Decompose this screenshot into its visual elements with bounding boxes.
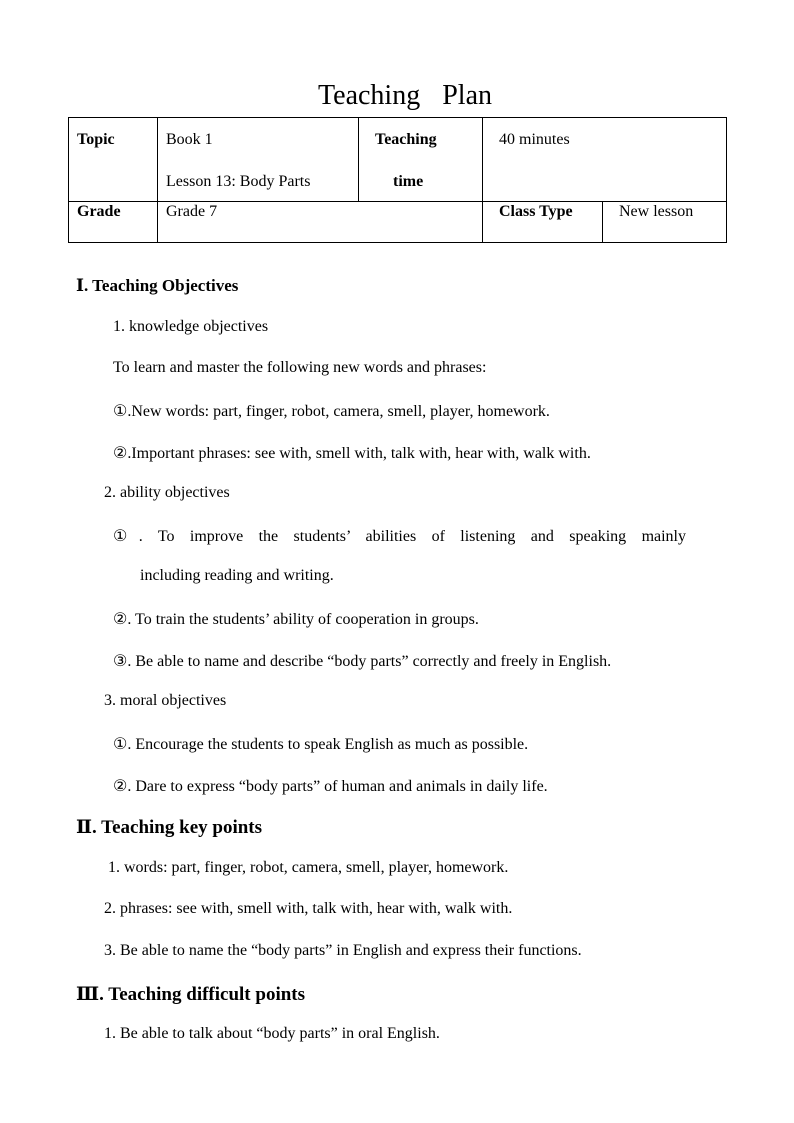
class-type-value: New lesson (619, 203, 694, 220)
ability-item-1-line-2: including reading and writing. (140, 567, 334, 584)
topic-label: Topic (77, 131, 115, 148)
topic-book: Book 1 (166, 131, 213, 148)
grade-label: Grade (77, 203, 121, 220)
knowledge-heading: 1. knowledge objectives (113, 318, 269, 335)
ability-heading: 2. ability objectives (104, 484, 230, 501)
moral-item-1: ①. Encourage the students to speak English as much as possible. (113, 736, 529, 753)
knowledge-item-2: ②.Important phrases: see with, smell with, talk with, hear with, walk with. (113, 445, 591, 462)
class-type-label: Class Type (499, 203, 573, 220)
grade-label-cell (69, 202, 158, 243)
key-point-3: 3. Be able to name the “body parts” in English and express their functions. (104, 942, 582, 959)
key-point-1: 1. words: part, finger, robot, camera, smell, player, homework. (108, 859, 509, 876)
topic-value-cell (158, 118, 359, 202)
section-difficult-points-heading: Ⅲ. Teaching difficult points (76, 984, 306, 1005)
time-label-cell (359, 118, 483, 202)
title-word-2: Plan (442, 80, 492, 111)
class-type-label-cell (483, 202, 603, 243)
time-value-cell (483, 118, 727, 202)
section-key-points-heading: Ⅱ. Teaching key points (76, 817, 263, 838)
knowledge-intro: To learn and master the following new words and phrases: (113, 359, 487, 376)
difficult-point-1: 1. Be able to talk about “body parts” in oral English. (104, 1025, 440, 1042)
time-label-line1: Teaching (375, 131, 437, 148)
time-value: 40 minutes (499, 131, 570, 148)
time-label-line2: time (393, 173, 424, 190)
topic-label-cell (69, 118, 158, 202)
moral-heading: 3. moral objectives (104, 692, 227, 709)
ability-item-3: ③. Be able to name and describe “body parts” correctly and freely in English. (113, 653, 612, 670)
topic-lesson: Lesson 13: Body Parts (166, 173, 311, 190)
page-title (0, 78, 794, 114)
ability-item-2: ②. To train the students’ ability of cooperation in groups. (113, 611, 479, 628)
section-objectives-heading: Ⅰ. Teaching Objectives (76, 276, 239, 295)
knowledge-item-1: ①.New words: part, finger, robot, camera, smell, player, homework. (113, 403, 550, 420)
title-word-1: Teaching (318, 80, 421, 111)
moral-item-2: ②. Dare to express “body parts” of human and animals in daily life. (113, 778, 548, 795)
info-table (68, 117, 727, 243)
key-point-2: 2. phrases: see with, smell with, talk with, hear with, walk with. (104, 900, 513, 917)
grade-value-cell (158, 202, 483, 243)
class-type-value-cell (603, 202, 727, 243)
ability-item-1-line-1: ①. To improve the students’ abilities of listening and speaking mainly (113, 528, 686, 545)
grade-value: Grade 7 (166, 203, 218, 220)
